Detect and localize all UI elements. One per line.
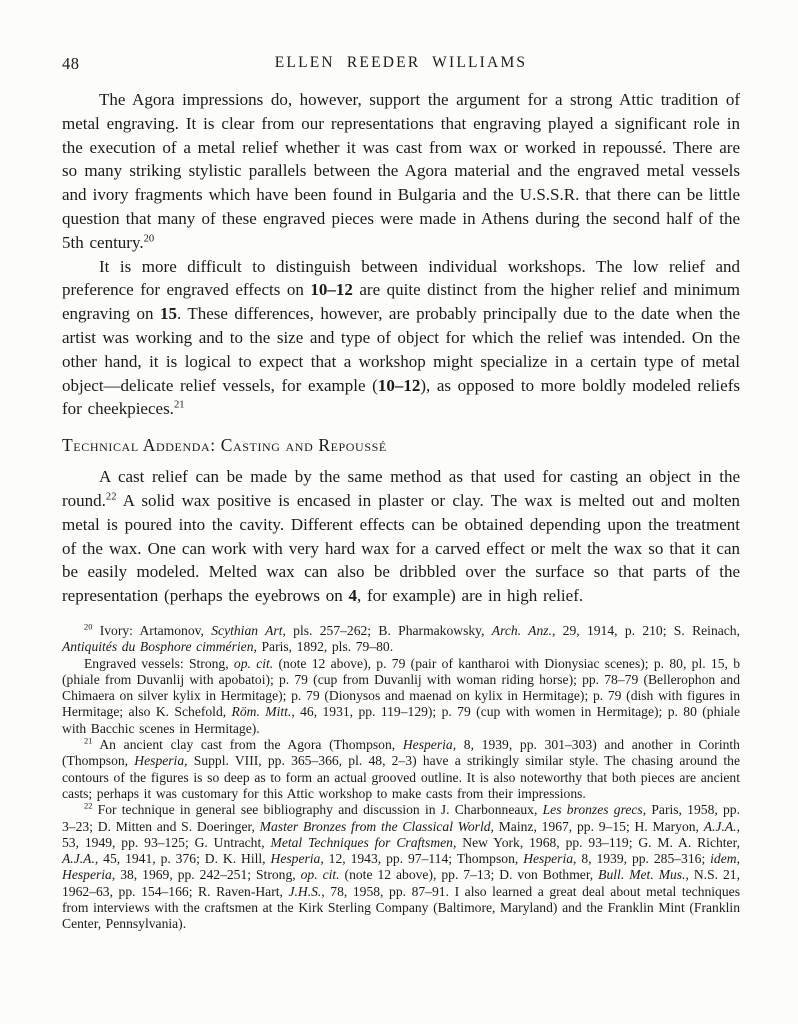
- italic-citation: idem: [710, 851, 737, 867]
- italic-citation: Hesperia: [134, 753, 185, 769]
- bold-catalog-ref: 4: [348, 586, 357, 606]
- italic-citation: op. cit.: [300, 867, 340, 883]
- italic-citation: Metal Techniques for Craftsmen: [270, 834, 453, 850]
- italic-citation: Bull. Met. Mus.: [598, 867, 686, 883]
- footnote-marker: 20: [143, 233, 155, 245]
- italic-citation: J.H.S.: [288, 883, 322, 899]
- italic-citation: Hesperia: [523, 851, 574, 867]
- paragraph-workshops: It is more difficult to distinguish between individual workshops. The low relief and preference for engraved effects on 10–12 are quite distinct from the higher relief and minimum engraving on 15. These differences, however, are probably principally due to the date when the artist was working and to the size and type of object for which the relief was intended. On the other hand, it is logical to expect that a workshop might specialize in a certain type of metal object—delicate relief vessels, for example (10–12), as opposed to more boldly modeled reliefs for cheekpieces.$^{21}$: [62, 256, 740, 419]
- article-body: [62, 88, 740, 608]
- footnotes-section: [62, 623, 740, 933]
- footnote-21: $^{21}$ An ancient clay cast from the Agora (Thompson, Hesperia, 8, 1939, pp. 301–303) and another in Corinth (Thompson, Hesperia, Suppl. VIII, pp. 365–366, pl. 48, 2–3) have a strikingly similar style. The chasing around the contours of the figures is so deep as to form an actual grooved outline. It is also noteworthy that both pieces are ancient casts; perhaps it was customary for this Attic workshop to make casts from their impressions.: [62, 735, 740, 801]
- footnote-20-paragraph-2: Engraved vessels: Strong, op. cit. (note 12 above), p. 79 (pair of kantharoi with Dionysiac scenes); p. 80, pl. 15, b (phiale from Duvanlij with apobatoi); p. 79 (cup from Duvanlij with woman riding horse); pp. 78–79 (Bellerophon and Chimaera on silver kylix in Hermitage); p. 79 (Dionysos and maenad on kylix in Hermitage); p. 79 (dish with figures in Hermitage; also K. Schefold, Röm. Mitt., 46, 1931, pp. 119–129); p. 79 (cup with women in Hermitage); p. 80 (phiale with Bacchic scenes in Hermitage).: [62, 655, 741, 736]
- italic-citation: A.J.A.: [62, 851, 95, 867]
- paragraph-casting: A cast relief can be made by the same method as that used for casting an object in the round.$^{22}$ A solid wax positive is encased in plaster or clay. The wax is melted out and molten metal is poured into the cavity. Different effects can be obtained depending upon the treatment of the wax. One can work with very hard wax for a carved effect or melt the wax so that it can be easily modeled. Melted wax can also be dribbled over the surface so that parts of the representation (perhaps the eyebrows on 4, for example) are in high relief.: [62, 467, 740, 606]
- bold-catalog-ref: 10–12: [310, 280, 353, 300]
- italic-citation: Hesperia: [62, 867, 112, 883]
- bold-catalog-ref: 10–12: [377, 375, 421, 395]
- italic-citation: Hesperia: [270, 851, 321, 867]
- italic-citation: Antiquités du Bosphore cimmérien: [62, 639, 254, 655]
- italic-citation: Scythian Art: [211, 622, 283, 638]
- page-number: 48: [62, 54, 80, 73]
- italic-citation: Les bronzes grecs: [542, 802, 643, 818]
- italic-citation: Master Bronzes from the Classical World: [259, 818, 491, 834]
- paragraph-attic-tradition: The Agora impressions do, however, support the argument for a strong Attic tradition of metal engraving. It is clear from our representations that engraving played a significant role in the execution of a metal relief whether it was cast from wax or worked in repoussé. There are so many striking stylistic parallels between the Agora material and the engraved metal vessels and ivory fragments which have been found in Bulgaria and the U.S.S.R. that there can be little question that many of these engraved pieces were made in Athens during the second half of the 5th century.$^{20}$: [62, 90, 740, 252]
- section-heading: Technical Addenda: Casting and Repoussé: [62, 435, 387, 456]
- italic-citation: A.J.A.: [703, 818, 737, 834]
- italic-citation: op. cit.: [233, 655, 274, 671]
- footnote-marker: 22: [105, 491, 117, 503]
- italic-citation: Röm. Mitt.: [231, 704, 292, 720]
- bold-catalog-ref: 15: [159, 304, 177, 324]
- footnote-marker: 21: [173, 399, 185, 411]
- footnote-22: $^{22}$ For technique in general see bibliography and discussion in J. Charbonneaux, Les bronzes grecs, Paris, 1958, pp. 3–23; D. Mitten and S. Doeringer, Master Bronzes from the Classical World, Mainz, 1967, pp. 9–15; H. Maryon, A.J.A., 53, 1949, pp. 93–125; G. Untracht, Metal Techniques for Craftsmen, New York, 1968, pp. 93–119; G. M. A. Richter, A.J.A., 45, 1941, p. 376; D. K. Hill, Hesperia, 12, 1943, pp. 97–114; Thompson, Hesperia, 8, 1939, pp. 285–316; idem, Hesperia, 38, 1969, pp. 242–251; Strong, op. cit. (note 12 above), pp. 7–13; D. von Bothmer, Bull. Met. Mus., N.S. 21, 1962–63, pp. 154–166; R. Raven-Hart, J.H.S., 78, 1958, pp. 87–91. I also learned a great deal about metal techniques from interviews with the craftsmen at the Kirk Sterling Company (Baltimore, Maryland) and the Franklin Mint (Franklin Center, Pennsylvania).: [62, 800, 740, 932]
- italic-citation: Hesperia: [402, 737, 453, 753]
- italic-citation: Arch. Anz.: [491, 622, 552, 638]
- footnote-marker: 20: [84, 621, 93, 632]
- footnote-marker: 22: [84, 800, 93, 811]
- running-head: ELLEN REEDER WILLIAMS: [274, 54, 528, 71]
- footnote-marker: 21: [84, 735, 93, 746]
- page-header: [62, 54, 740, 76]
- footnote-20-paragraph-1: $^{20}$ Ivory: Artamonov, Scythian Art, pls. 257–262; B. Pharmakowsky, Arch. Anz., 29, 1914, p. 210; S. Reinach, Antiquités du Bosphore cimmérien, Paris, 1892, pls. 79–80.: [62, 621, 741, 655]
